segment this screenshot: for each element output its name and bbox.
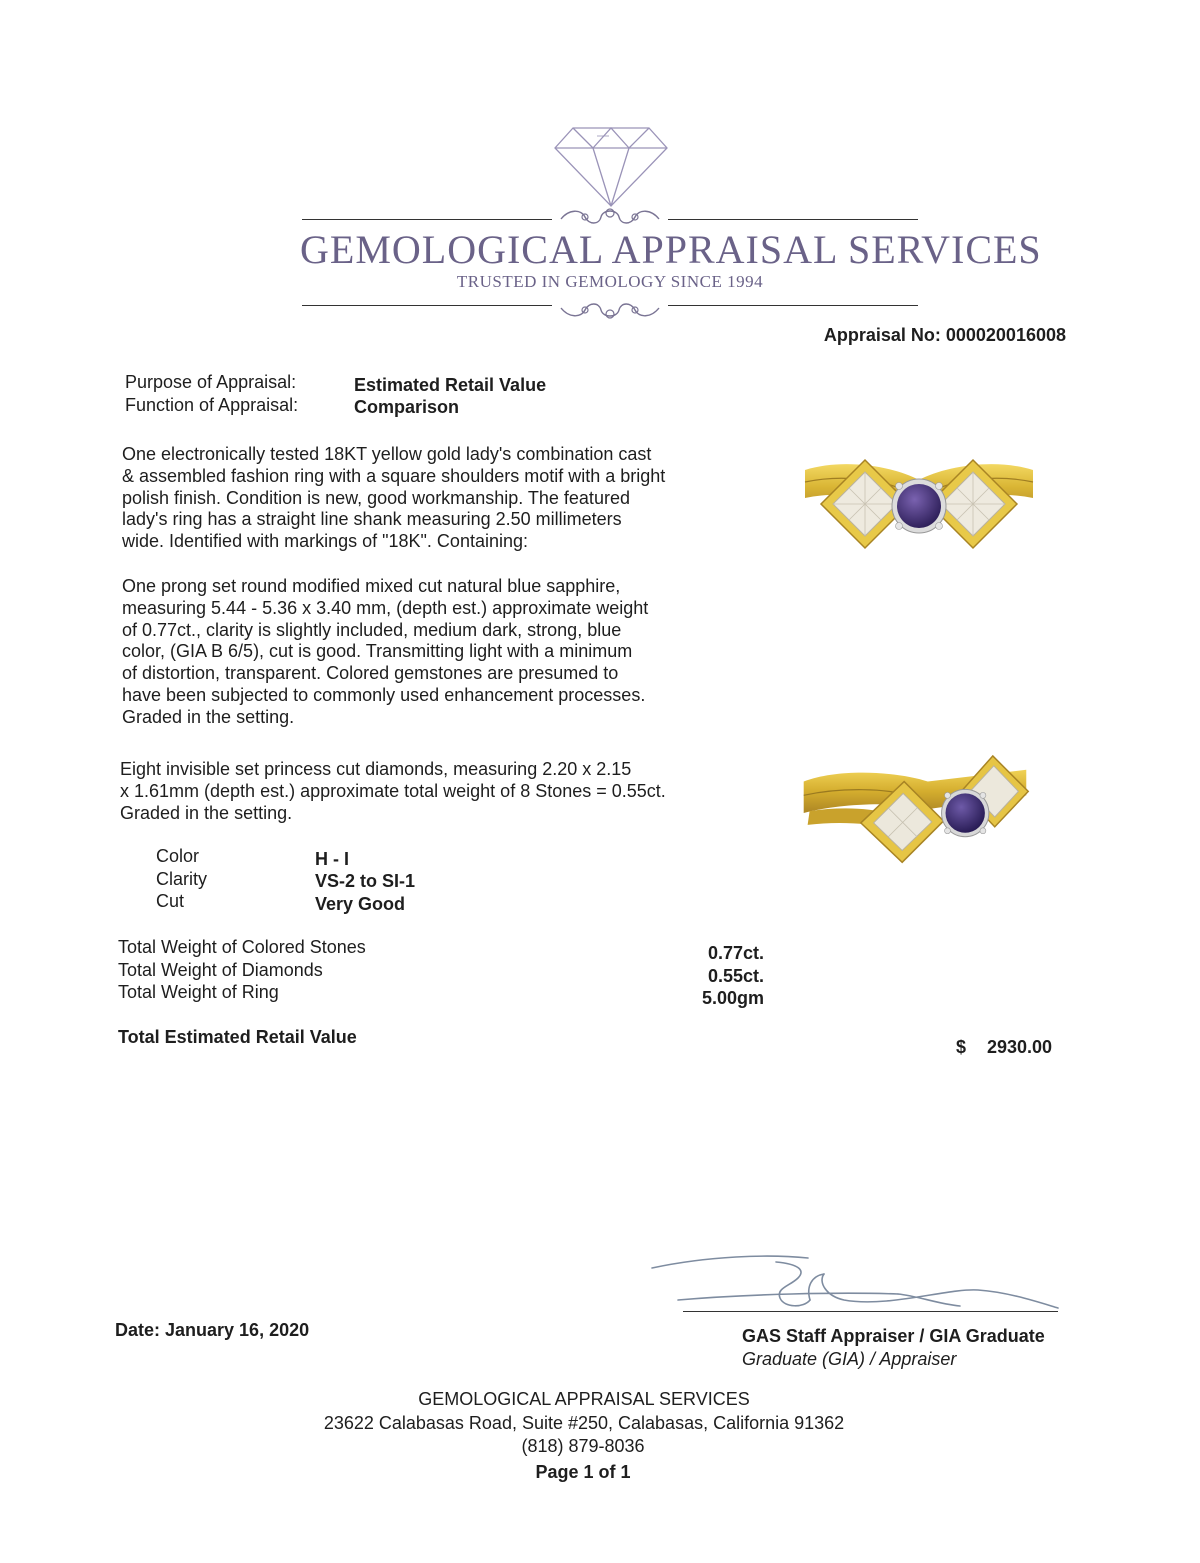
description-line: have been subjected to commonly used enhancement processes. [122, 684, 646, 705]
purpose-value: Estimated Retail Value [354, 375, 547, 395]
description-line: measuring 5.44 - 5.36 x 3.40 mm, (depth est.) approximate weight [122, 597, 649, 618]
weight-colored-value: 0.77ct. [707, 943, 764, 963]
description-line: One electronically tested 18KT yellow gold lady's combination cast [122, 444, 652, 464]
total-amount: 2930.00 [987, 1037, 1053, 1057]
weight-diamonds-label: Total Weight of Diamonds [118, 960, 323, 980]
header-rule-bottom-right [668, 305, 918, 306]
spec-clarity-label: Clarity [156, 869, 208, 889]
description-line: Graded in the setting. [122, 706, 295, 727]
brand-tagline: TRUSTED IN GEMOLOGY SINCE 1994 [456, 272, 764, 291]
appraiser-title: GAS Staff Appraiser / GIA Graduate [742, 1326, 1045, 1346]
ring-description [122, 444, 732, 553]
description-line: One prong set round modified mixed cut natural blue sapphire, [122, 576, 621, 596]
spec-cut-label: Cut [156, 891, 185, 911]
description-line: color, (GIA B 6/5), cut is good. Transmitting light with a minimum [122, 641, 633, 662]
weight-ring-value: 5.00gm [701, 988, 764, 1008]
function-value: Comparison [354, 397, 460, 417]
description-line: lady's ring has a straight line shank measuring 2.50 millimeters [122, 509, 622, 530]
total-currency: $ [956, 1037, 967, 1057]
diamond-outline-icon [553, 126, 669, 208]
header-rule-bottom [302, 305, 552, 306]
spec-clarity-value: VS-2 to SI-1 [315, 871, 416, 891]
description-line: Eight invisible set princess cut diamonds, measuring 2.20 x 2.15 [120, 759, 632, 779]
description-line: polish finish. Condition is new, good workmanship. The featured [122, 487, 630, 508]
spec-color-label: Color [156, 846, 200, 866]
appraisal-date: Date: January 16, 2020 [115, 1320, 310, 1340]
ornament-swirl-bottom [555, 298, 665, 324]
description-line: of distortion, transparent. Colored gemstones are presumed to [122, 663, 619, 684]
brand-name: GEMOLOGICAL APPRAISAL SERVICES [300, 227, 1042, 272]
appraisal-number: Appraisal No: 000020016008 [823, 325, 1066, 345]
weight-diamonds-value: 0.55ct. [707, 966, 764, 986]
spec-cut-value: Very Good [315, 894, 406, 914]
spec-color-value: H - I [315, 849, 349, 869]
appraiser-subtitle: Graduate (GIA) / Appraiser [742, 1349, 957, 1369]
weight-colored-label: Total Weight of Colored Stones [118, 937, 366, 957]
header-rule-top [302, 219, 552, 220]
page-number: Page 1 of 1 [535, 1462, 631, 1482]
description-line: wide. Identified with markings of "18K". Containing: [122, 531, 528, 552]
sapphire-description [122, 576, 732, 729]
ring-angle-photo [798, 752, 1030, 882]
function-label: Function of Appraisal: [125, 395, 299, 415]
footer-address: 23622 Calabasas Road, Suite #250, Calabasas, California 91362 [323, 1413, 845, 1433]
description-line: Graded in the setting. [120, 802, 293, 823]
description-line: & assembled fashion ring with a square shoulders motif with a bright [122, 465, 666, 486]
ring-front-photo [803, 440, 1035, 572]
appraiser-signature [648, 1250, 1068, 1320]
signature-rule [683, 1311, 1058, 1312]
description-line: of 0.77ct., clarity is slightly included, medium dark, strong, blue [122, 619, 622, 640]
total-value-label: Total Estimated Retail Value [118, 1027, 357, 1047]
header-rule-top-right [668, 219, 918, 220]
footer-phone: (818) 879-8036 [521, 1436, 645, 1456]
diamonds-description [120, 759, 730, 824]
purpose-label: Purpose of Appraisal: [125, 372, 297, 392]
footer-company: GEMOLOGICAL APPRAISAL SERVICES [418, 1389, 750, 1409]
weight-ring-label: Total Weight of Ring [118, 982, 279, 1002]
description-line: x 1.61mm (depth est.) approximate total weight of 8 Stones = 0.55ct. [120, 780, 666, 801]
